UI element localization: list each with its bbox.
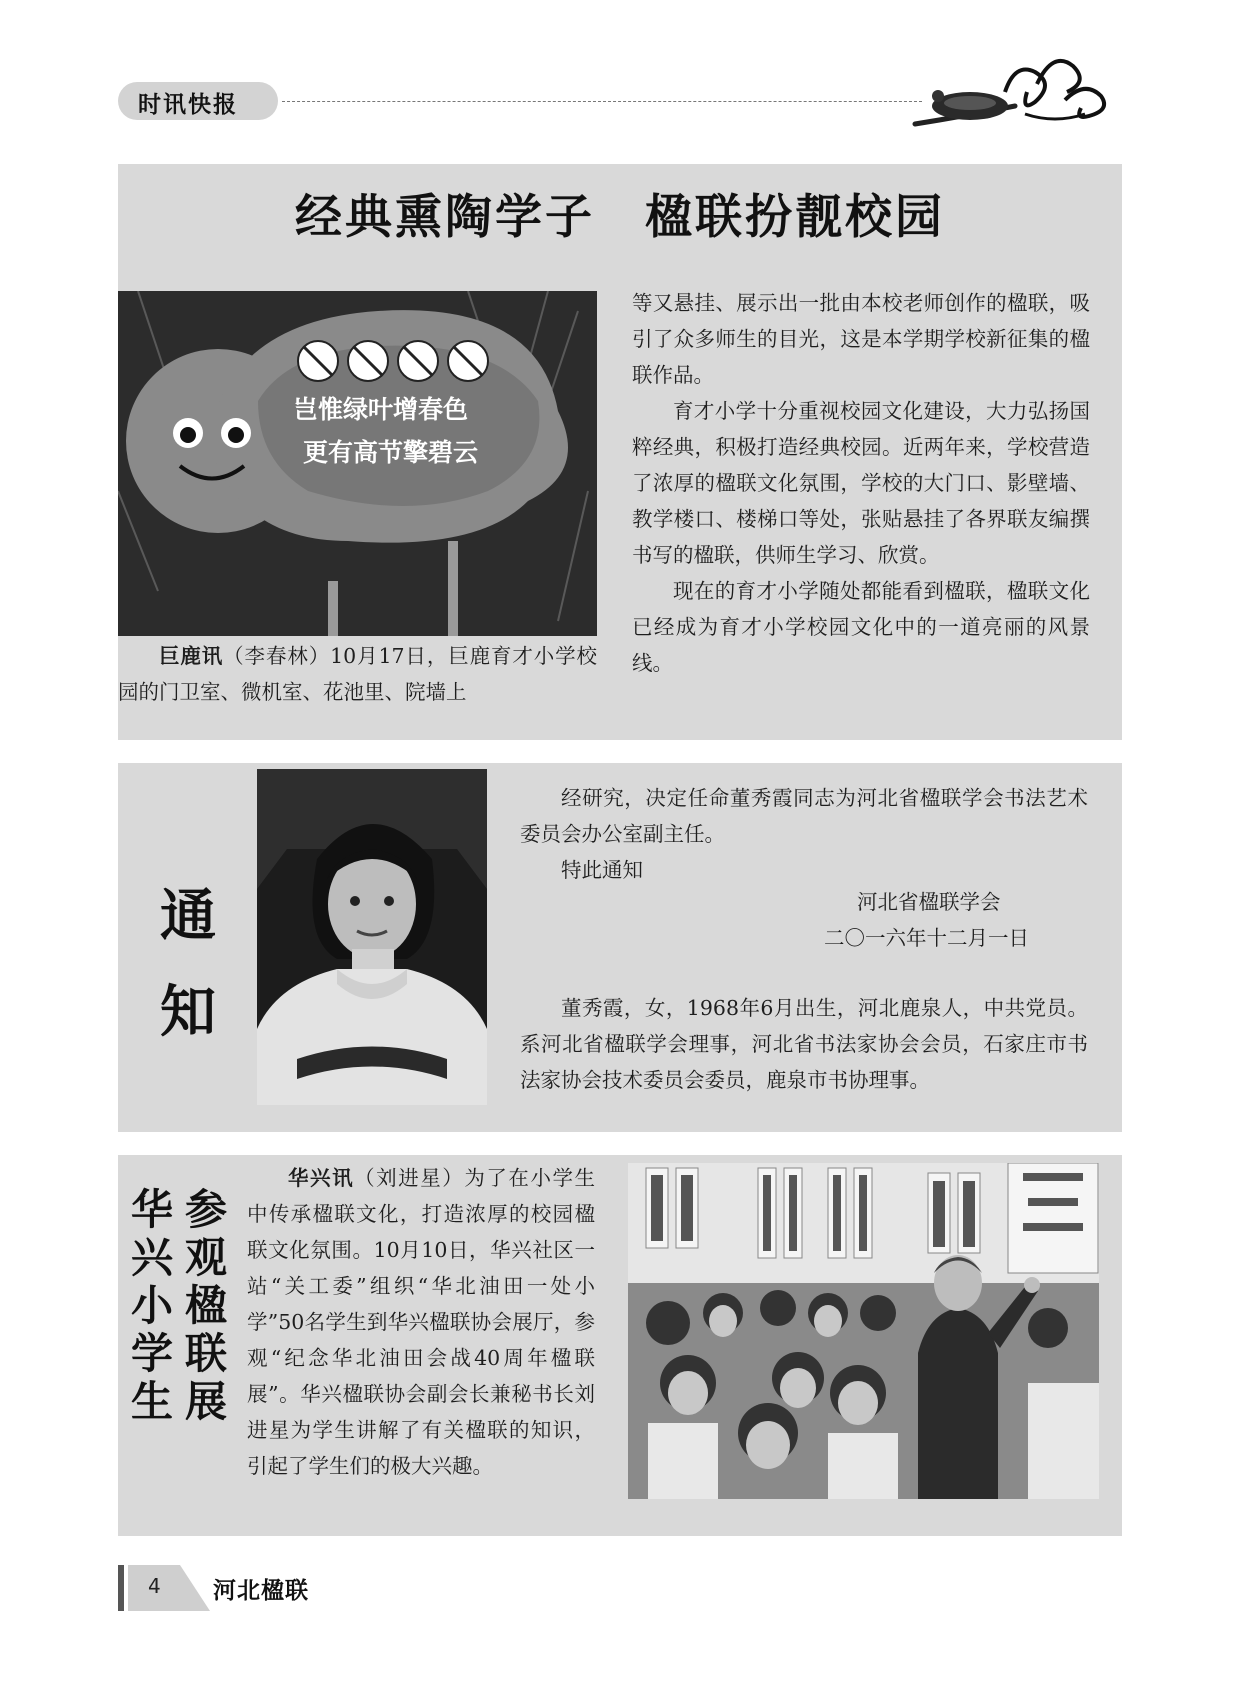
exhibition-dateline: 华兴讯 xyxy=(288,1166,355,1190)
notice-date: 二〇一六年十二月一日 xyxy=(824,926,1029,950)
header-divider xyxy=(282,101,922,102)
magazine-name: 河北楹联 xyxy=(213,1578,309,1604)
caption-text: 10月17日，巨鹿育才小学校园的门卫室、微机室、花池里、院墙上 xyxy=(118,644,598,704)
appointee-bio xyxy=(520,990,1088,1098)
article-paragraph-3: 现在的育才小学随处都能看到楹联，楹联文化已经成为育才小学校园文化中的一道亮丽的风景线。 xyxy=(632,579,1090,675)
exhibition-visit-photo xyxy=(628,1163,1099,1499)
portrait-photo xyxy=(257,769,487,1105)
portrait-illustration xyxy=(257,769,487,1105)
turtle-sign-illustration xyxy=(118,291,597,636)
footer-accent-bar xyxy=(118,1565,124,1611)
exhibition-article-body xyxy=(247,1160,595,1484)
page-number: 4 xyxy=(148,1574,161,1598)
notice-body xyxy=(520,780,1088,888)
exhibition-author: （刘进星） xyxy=(354,1166,465,1190)
article-heading-right-column: 参观楹联展 xyxy=(179,1187,228,1427)
article-heading-left-column: 华兴小学生 xyxy=(125,1187,174,1427)
sign-line-1: 岂惟绿叶增春色 xyxy=(293,395,469,424)
appointee-bio-text: 董秀霞，女，1968年6月出生，河北鹿泉人，中共党员。系河北省楹联学会理事，河北省书法家协会会员，石家庄市书法家协会技术委员会委员，鹿泉市书协理事。 xyxy=(520,996,1088,1092)
caption-dateline: 巨鹿讯 xyxy=(159,644,224,668)
sign-line-2: 更有高节擎碧云 xyxy=(303,438,479,467)
section-label: 时讯快报 xyxy=(138,92,238,118)
article-paragraph-1: 等又悬挂、展示出一批由本校老师创作的楹联，吸引了众多师生的目光，这是本学期学校新征集的楹联作品。 xyxy=(632,291,1090,387)
notice-closing: 特此通知 xyxy=(561,858,643,882)
notice-issuer: 河北省楹联学会 xyxy=(857,890,1001,914)
photo-caption xyxy=(118,638,597,710)
notice-heading-char-1: 通 xyxy=(160,884,216,949)
caption-author: （李春林） xyxy=(223,644,331,668)
article-paragraph-2: 育才小学十分重视校园文化建设，大力弘扬国粹经典，积极打造经典校园。近两年来，学校营造了浓厚的楹联文化氛围，学校的大门口、影壁墙、教学楼口、楼梯口等处，张贴悬挂了各界联友编撰书写的楹联，供师生学习、欣赏。 xyxy=(632,399,1090,567)
footer-page-tab xyxy=(128,1565,210,1611)
article-body xyxy=(632,285,1090,681)
exhibition-illustration xyxy=(628,1163,1099,1499)
notice-appointment: 经研究，决定任命董秀霞同志为河北省楹联学会书法艺术委员会办公室副主任。 xyxy=(520,786,1088,846)
notice-heading-char-2: 知 xyxy=(160,980,216,1045)
brush-inkstone-ornament-icon xyxy=(905,44,1115,144)
exhibition-text: 为了在小学生中传承楹联文化，打造浓厚的校园楹联文化氛围。10月10日，华兴社区一站“关工委”组织“华北油田一处小学”50名学生到华兴楹联协会展厅，参观“纪念华北油田会战40周年楹联展”。华兴楹联协会副会长兼秘书长刘进星为学生讲解了有关楹联的知识，引起了学生们的极大兴趣。 xyxy=(247,1166,596,1478)
turtle-sign-photo xyxy=(118,291,597,636)
article-title: 经典熏陶学子 楹联扮靓校园 xyxy=(295,190,945,245)
